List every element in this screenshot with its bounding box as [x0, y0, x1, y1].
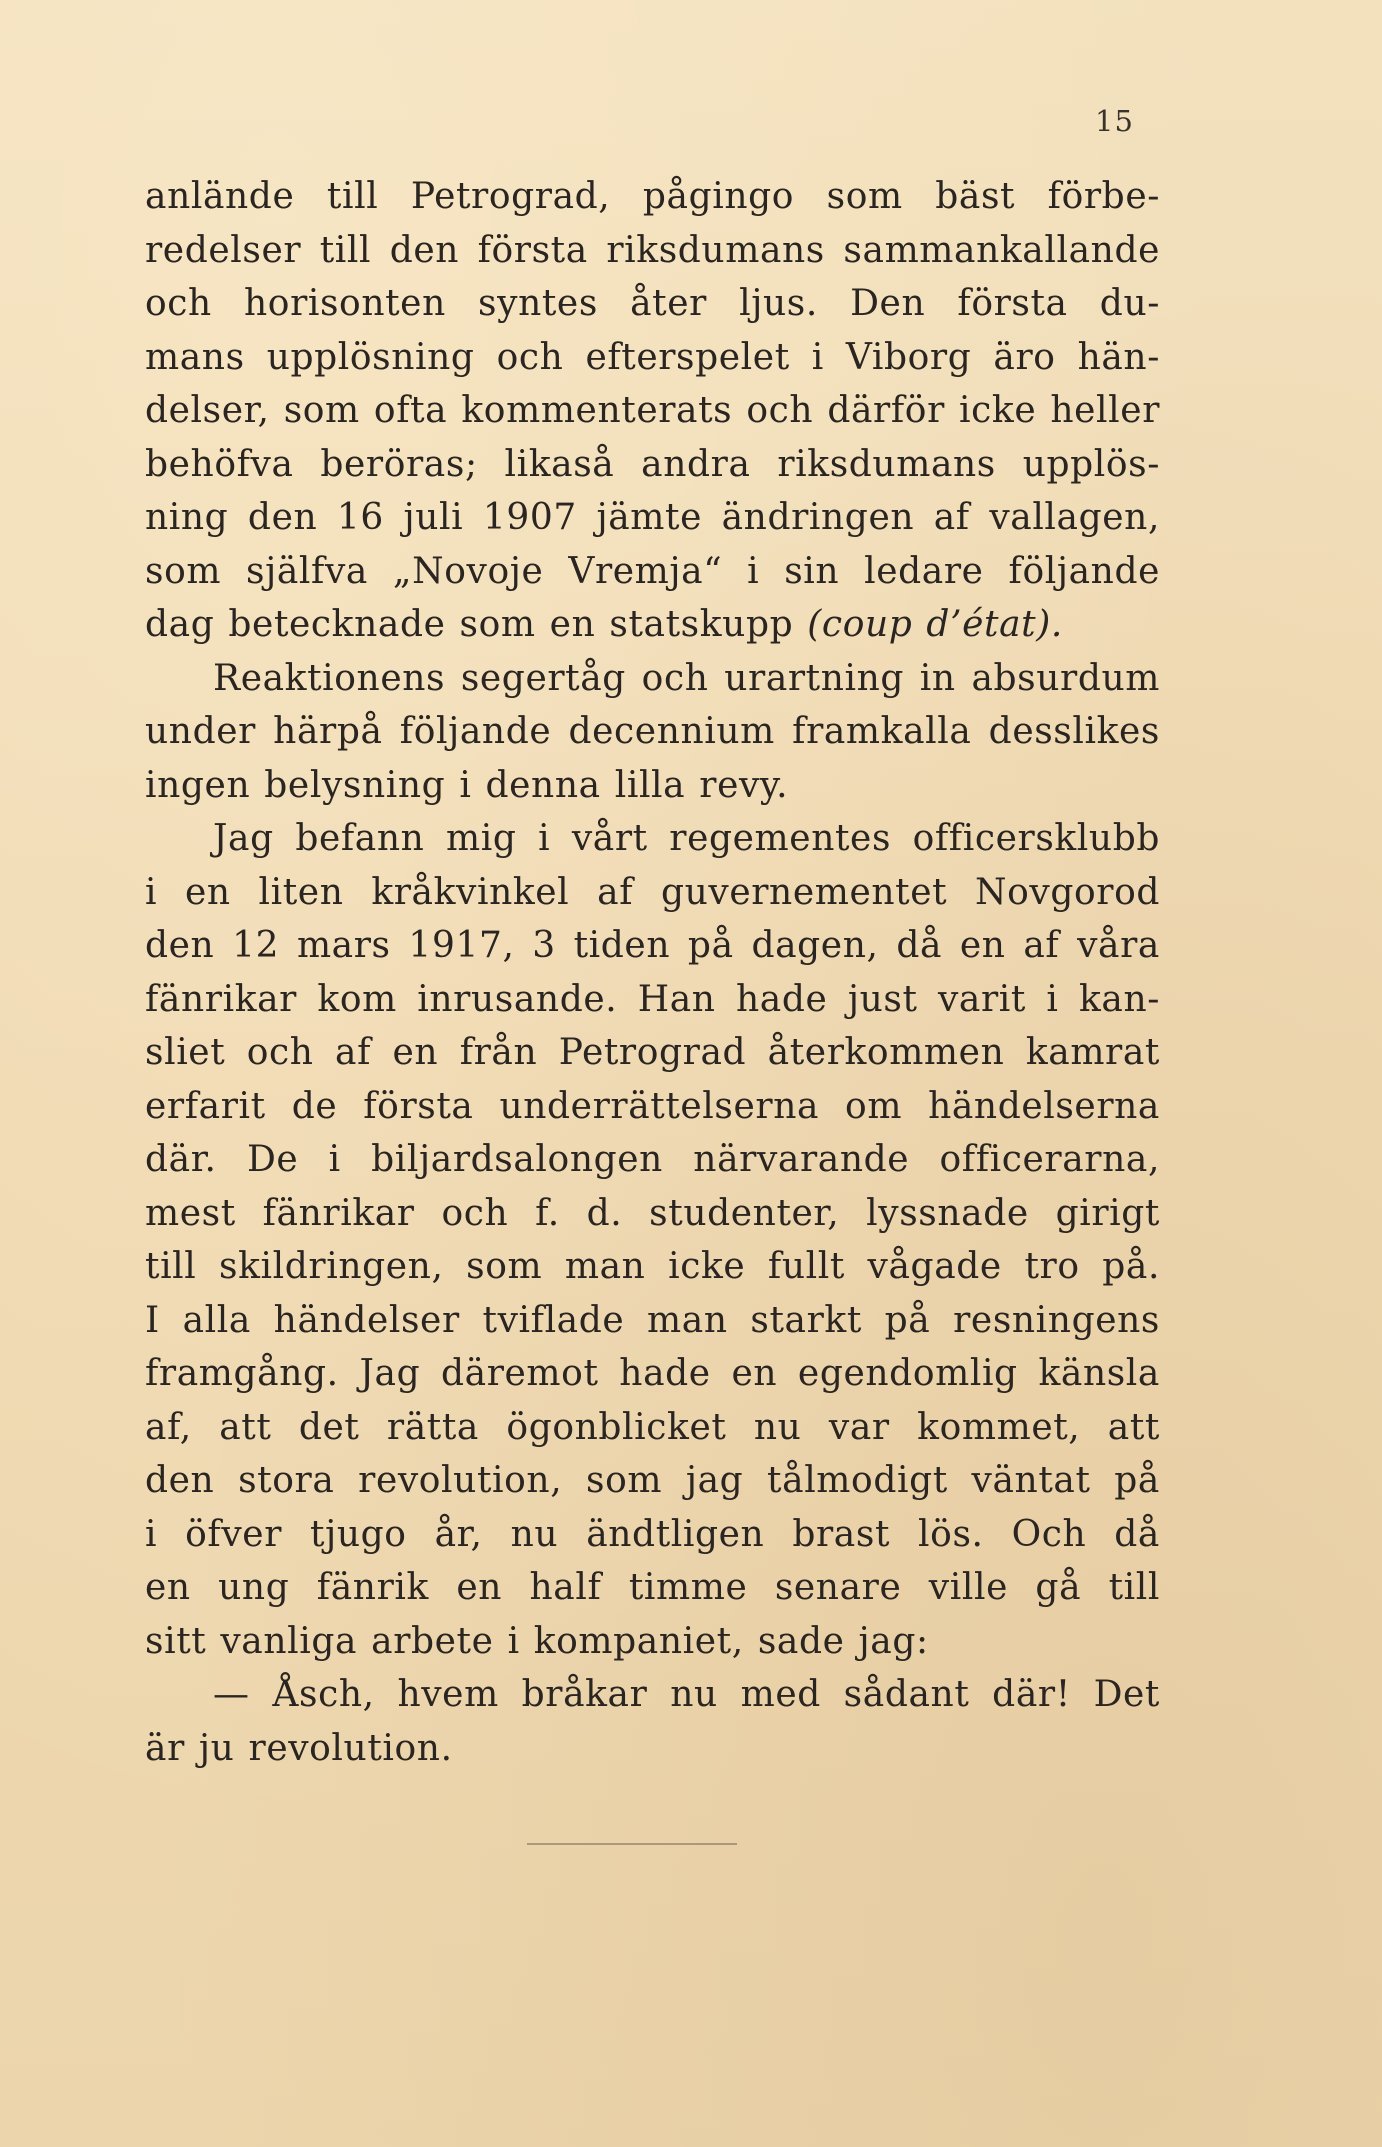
text-line: ingen belysning i denna lilla revy.	[145, 764, 789, 806]
text-line: af, att det rätta ögonblicket nu var kommet, att	[145, 1406, 1160, 1448]
italic-phrase: (coup d’état).	[807, 604, 1063, 645]
text-line: Reaktionens segertåg och urartning in absurdum	[213, 657, 1160, 699]
text-line: sitt vanliga arbete i kompaniet, sade jag:	[145, 1620, 929, 1662]
text-line: den stora revolution, som jag tålmodigt väntat på	[145, 1460, 1160, 1501]
text-line: redelser till den första riksdumans sammankallande	[145, 229, 1160, 271]
text-line: I alla händelser tviflade man starkt på resningens	[145, 1299, 1160, 1341]
text-line: Jag befann mig i vårt regementes officersklubb	[213, 818, 1160, 859]
text-line: behöfva beröras; likaså andra riksdumans upplös-	[145, 443, 1160, 485]
page-number: 15	[1095, 104, 1134, 138]
text-line: är ju revolution.	[145, 1727, 453, 1769]
text-line	[145, 598, 1160, 652]
body-text	[145, 170, 1160, 1775]
text-line: i en liten kråkvinkel af guvernementet Novgorod	[145, 871, 1160, 913]
text-line: under härpå följande decennium framkalla desslikes	[145, 711, 1160, 752]
text-line: anlände till Petrograd, pågingo som bäst förbe-	[145, 176, 1160, 217]
text-line: ning den 16 juli 1907 jämte ändringen af vallagen,	[145, 497, 1160, 538]
text-line: — Åsch, hvem bråkar nu med sådant där! Det	[213, 1674, 1160, 1715]
text-line: där. De i biljardsalongen närvarande officerarna,	[145, 1139, 1160, 1180]
text-line: som själfva „Novoje Vremja“ i sin ledare följande	[145, 550, 1160, 592]
text-line: den 12 mars 1917, 3 tiden på dagen, då en af våra	[145, 925, 1160, 966]
text-fragment: dag betecknade som en statskupp	[145, 604, 794, 645]
text-line: mans upplösning och efterspelet i Viborg äro hän-	[145, 336, 1160, 378]
text-line: erfarit de första underrättelserna om händelserna	[145, 1085, 1160, 1127]
text-line: sliet och af en från Petrograd återkommen kamrat	[145, 1032, 1160, 1073]
text-line: delser, som ofta kommenterats och därför icke heller	[145, 390, 1160, 431]
text-line: till skildringen, som man icke fullt vågade tro på.	[145, 1246, 1160, 1287]
text-line: och horisonten syntes åter ljus. Den första du-	[145, 283, 1160, 324]
text-line: framgång. Jag däremot hade en egendomlig känsla	[145, 1353, 1160, 1394]
section-divider	[527, 1843, 737, 1845]
text-line: en ung fänrik en half timme senare ville gå till	[145, 1567, 1160, 1608]
text-line: mest fänrikar och f. d. studenter, lyssnade girigt	[145, 1192, 1160, 1234]
text-line: fänrikar kom inrusande. Han hade just varit i kan-	[145, 978, 1160, 1020]
text-line: i öfver tjugo år, nu ändtligen brast lös. Och då	[145, 1513, 1160, 1555]
